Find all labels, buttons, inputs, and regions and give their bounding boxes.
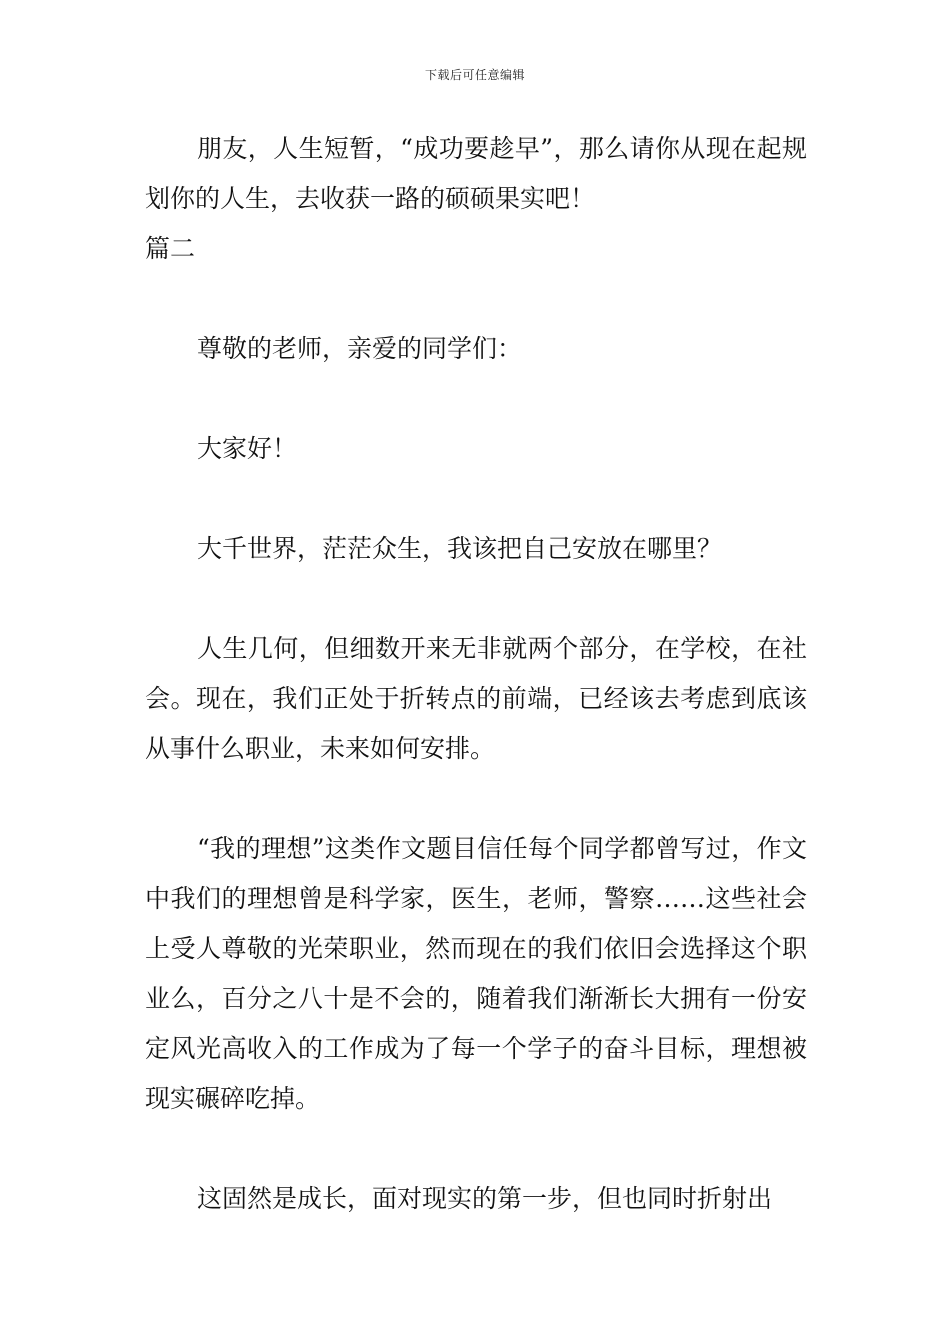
paragraph-salutation: 尊敬的老师，亲爱的同学们： xyxy=(197,334,523,363)
page-header: 下载后可任意编辑 xyxy=(424,68,525,82)
paragraph-closing: 朋友，人生短暂，“成功要趁早”，那么请你从现在起规划你的人生，去收获一路的硕硕果实吧！ xyxy=(145,134,807,213)
paragraph-growth: 这固然是成长，面对现实的第一步，但也同时折射出 xyxy=(197,1184,773,1213)
paragraph-question: 大千世界，茫茫众生，我该把自己安放在哪里？ xyxy=(197,534,723,563)
section-heading: 篇二 xyxy=(145,234,196,263)
document-body xyxy=(145,124,807,1224)
paragraph-greeting: 大家好！ xyxy=(197,434,298,463)
paragraph-ideal: “我的理想”这类作文题目信任每个同学都曾写过，作文中我们的理想曾是科学家，医生，老师，警察……这些社会上受人尊敬的光荣职业，然而现在的我们依旧会选择这个职业么，百分之八十是不会的，随着我们渐渐长大拥有一份安定风光高收入的工作成为了每一个学子的奋斗目标，理想被现实碾碎吃掉。 xyxy=(145,834,807,1113)
paragraph-life: 人生几何，但细数开来无非就两个部分，在学校，在社会。现在，我们正处于折转点的前端，已经该去考虑到底该从事什么职业，未来如何安排。 xyxy=(145,634,807,763)
